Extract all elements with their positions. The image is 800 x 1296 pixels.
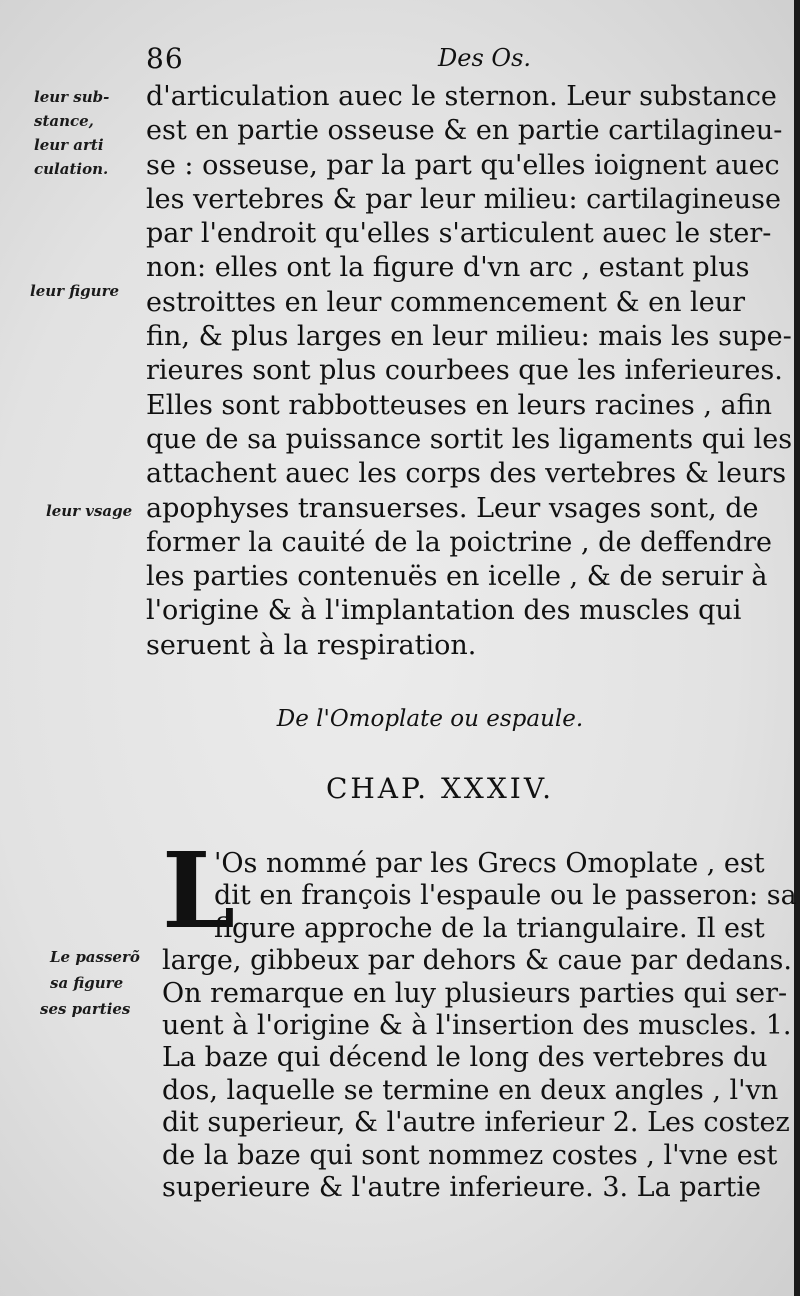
chapter-line: figure approche de la triangulaire. Il est bbox=[214, 912, 765, 944]
chapter-line: uent à l'origine & à l'insertion des muscles. 1. bbox=[162, 1010, 792, 1042]
chapter-line: superieure & l'autre inferieure. 3. La partie bbox=[162, 1172, 762, 1204]
margin-note-sa-figure: sa figure bbox=[50, 974, 124, 992]
body-line: apophyses transuerses. Leur vsages sont, de bbox=[146, 492, 759, 524]
chapter-line: dit superieur, & l'autre inferieur 2. Les costez bbox=[162, 1107, 790, 1139]
margin-note-ses-parties: ses parties bbox=[40, 1000, 131, 1018]
body-line: les parties contenuës en icelle , & de seruir à bbox=[146, 561, 768, 593]
body-line: l'origine & à l'implantation des muscles qui bbox=[146, 595, 742, 627]
body-line: est en partie osseuse & en partie cartilagineu- bbox=[146, 115, 783, 147]
chapter-line: dos, laquelle se termine en deux angles , l'vn bbox=[162, 1074, 779, 1106]
margin-note-figure: leur figure bbox=[30, 282, 120, 300]
margin-note-articulation-1: leur arti bbox=[34, 136, 104, 154]
section-heading: De l'Omoplate ou espaule. bbox=[276, 706, 584, 732]
chapter-line: 'Os nommé par les Grecs Omoplate , est bbox=[214, 848, 765, 879]
body-line: fin, & plus larges en leur milieu: mais les supe- bbox=[146, 321, 792, 353]
body-line: Elles sont rabbotteuses en leurs racines , afin bbox=[146, 389, 773, 421]
running-head: Des Os. bbox=[438, 44, 532, 72]
chapter-heading: CHAP. XXXIV. bbox=[325, 772, 555, 805]
chapter-line: dit en françois l'espaule ou le passeron: sa bbox=[214, 880, 797, 912]
body-text bbox=[146, 80, 793, 663]
chapter-line: de la baze qui sont nommez costes , l'vne est bbox=[162, 1139, 778, 1171]
body-line: d'articulation auec le sternon. Leur substance bbox=[146, 81, 777, 112]
margin-note-passeron: Le passerõ bbox=[50, 948, 140, 966]
body-line: estroittes en leur commencement & en leur bbox=[146, 286, 745, 318]
chapter-line: On remarque en luy plusieurs parties qui ser- bbox=[162, 977, 788, 1009]
body-line: se : osseuse, par la part qu'elles ioignent auec bbox=[146, 149, 780, 181]
body-line: que de sa puissance sortit les ligaments qui les bbox=[146, 423, 793, 455]
body-line: rieures sont plus courbees que les inferieures. bbox=[146, 355, 783, 387]
margin-note-articulation-2: culation. bbox=[34, 160, 109, 178]
body-line: les vertebres & par leur milieu: cartilagineuse bbox=[146, 183, 782, 215]
body-line: non: elles ont la figure d'vn arc , estant plus bbox=[146, 252, 750, 284]
drop-cap: L bbox=[162, 829, 236, 952]
margin-notes bbox=[0, 0, 150, 1296]
margin-note-substance-2: stance, bbox=[34, 112, 94, 130]
body-line: par l'endroit qu'elles s'articulent auec le ster- bbox=[146, 218, 772, 250]
chapter-line: La baze qui décend le long des vertebres du bbox=[162, 1042, 768, 1074]
chapter-line: large, gibbeux par dehors & caue par dedans. bbox=[162, 945, 792, 977]
body-line: former la cauité de la poictrine , de deffendre bbox=[146, 526, 772, 558]
body-line: seruent à la respiration. bbox=[146, 629, 477, 661]
margin-note-substance-1: leur sub- bbox=[34, 88, 110, 106]
chapter-text bbox=[162, 829, 797, 1204]
margin-note-usage: leur vsage bbox=[46, 502, 133, 520]
page-edge-shadow bbox=[794, 0, 800, 1296]
body-line: attachent auec les corps des vertebres & leurs bbox=[146, 458, 787, 490]
page-number: 86 bbox=[146, 42, 184, 75]
